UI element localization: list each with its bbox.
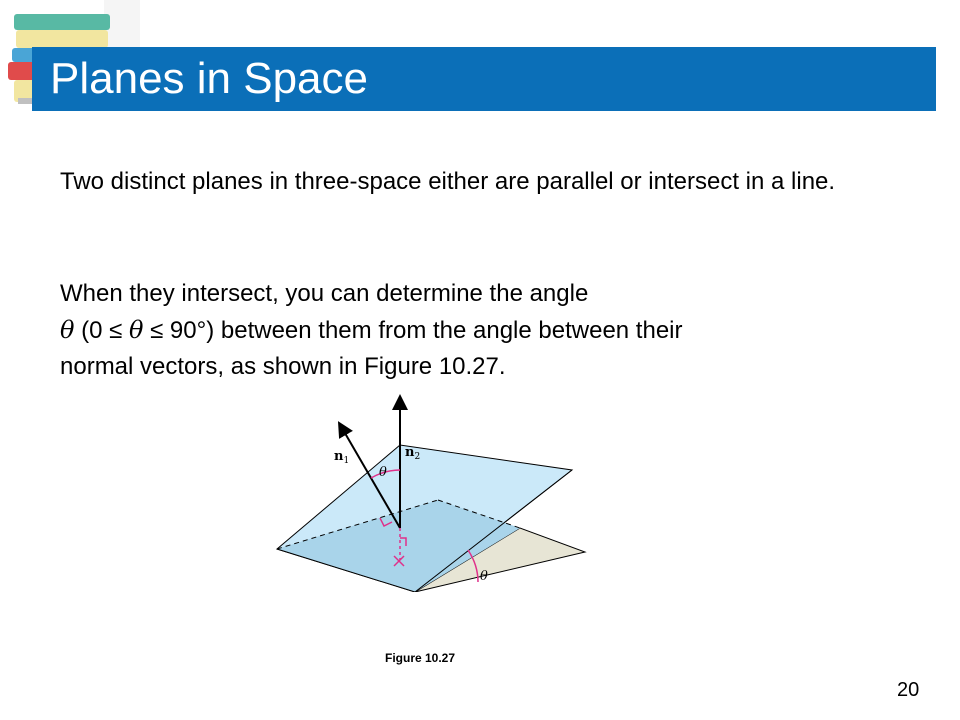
figure-caption: Figure 10.27 bbox=[385, 651, 456, 665]
paragraph-intro: Two distinct planes in three-space either are parallel or intersect in a line. bbox=[60, 168, 836, 195]
figure-planes-diagram bbox=[270, 392, 600, 592]
theta-symbol: θ bbox=[60, 316, 75, 344]
label-theta-bottom: θ bbox=[480, 569, 488, 584]
label-n2: $n_2$ bbox=[405, 445, 421, 462]
paragraph-angle-line2a: (0 ≤ bbox=[74, 317, 129, 344]
label-theta-top: θ bbox=[379, 465, 387, 480]
slide-title: Planes in Space bbox=[50, 54, 368, 103]
paragraph-angle-line2b: ≤ 90°) between them from the angle between their bbox=[143, 317, 683, 344]
theta-symbol: θ bbox=[128, 316, 144, 344]
label-n1: $n_1$ bbox=[334, 449, 350, 466]
paragraph-angle-line3: normal vectors, as shown in Figure 10.27. bbox=[60, 353, 506, 380]
paragraph-angle-line1: When they intersect, you can determine the angle bbox=[60, 280, 589, 307]
paragraph-angle bbox=[60, 276, 920, 385]
title-bar bbox=[32, 47, 936, 111]
page-number: 20 bbox=[897, 679, 920, 701]
